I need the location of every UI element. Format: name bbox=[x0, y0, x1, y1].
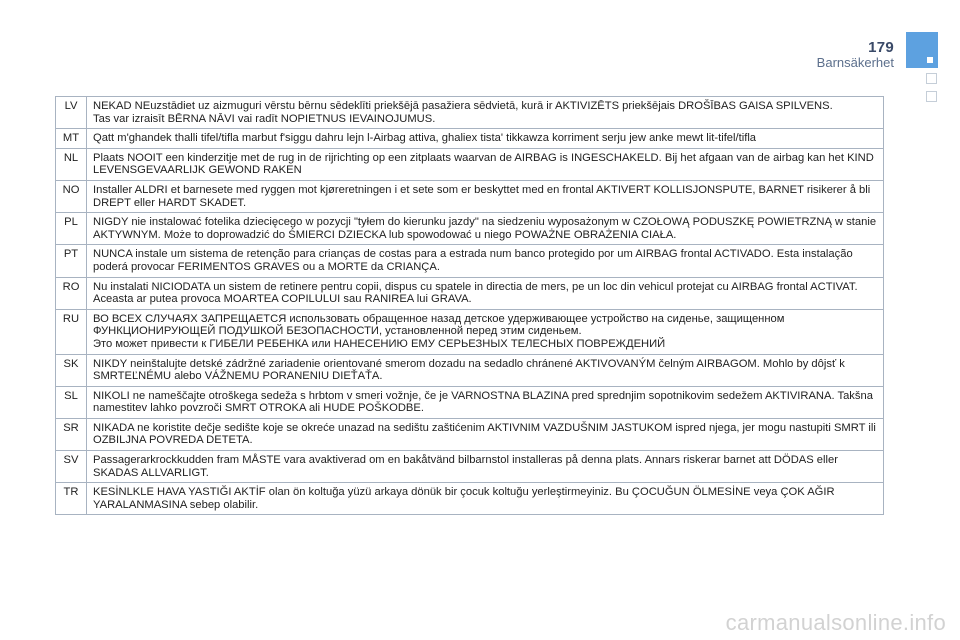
table-row bbox=[56, 97, 884, 129]
warning-text: Qatt m'ghandek thalli tifel/tifla marbut f'siggu dahru lejn l-Airbag attiva, ghaliex tista' tikkawza korriment serju jew anke mewt lit-tifel/tifla bbox=[87, 129, 884, 149]
watermark: carmanualsonline.info bbox=[725, 610, 946, 635]
warning-text: Passagerarkrockkudden fram MÅSTE vara avaktiverad om en bakåtvänd bilbarnstol installeras på denna plats. Annars riskerar barnet att DÖDAS eller SKADAS ALLVARLIGT. bbox=[87, 451, 884, 483]
table-row bbox=[56, 277, 884, 309]
language-code: NO bbox=[56, 180, 87, 212]
table-row bbox=[56, 386, 884, 418]
language-code: RU bbox=[56, 309, 87, 354]
tab-box-1 bbox=[926, 73, 937, 84]
language-code: SR bbox=[56, 418, 87, 450]
table-row bbox=[56, 213, 884, 245]
language-code: SV bbox=[56, 451, 87, 483]
table-row bbox=[56, 483, 884, 515]
section-title: Barnsäkerhet bbox=[816, 55, 894, 70]
table-row bbox=[56, 180, 884, 212]
table-row bbox=[56, 309, 884, 354]
table-row bbox=[56, 354, 884, 386]
warning-text: KESİNLKLE HAVA YASTIĞI AKTİF olan ön koltuğa yüzü arkaya dönük bir çocuk koltuğu yerleştirmeyiniz. Bu ÇOCUĞUN ÖLMESİNE veya ÇOK AĞIR YARALANMASINA sebep olabilir. bbox=[87, 483, 884, 515]
language-code: LV bbox=[56, 97, 87, 129]
warning-text: NUNCA instale um sistema de retenção para crianças de costas para a estrada num banco protegido por um AIRBAG frontal ACTIVADO. Esta instalação poderá provocar FERIMENTOS GRAVES ou a MORTE da CRIANÇA. bbox=[87, 245, 884, 277]
language-code: TR bbox=[56, 483, 87, 515]
language-code: SL bbox=[56, 386, 87, 418]
warning-text: NIGDY nie instalować fotelika dziecięcego w pozycji "tyłem do kierunku jazdy" na siedzeniu wyposażonym w CZOŁOWĄ PODUSZKĘ POWIETRZNĄ w stanie AKTYWNYM. Może to doprowadzić do ŚMIERCI DZIECKA lub spowodować u niego POWAŻNE OBRAŻENIA CIAŁA. bbox=[87, 213, 884, 245]
tab-marker bbox=[927, 57, 933, 63]
warning-text: ВО ВСЕХ СЛУЧАЯХ ЗАПРЕЩАЕТСЯ использовать обращенное назад детское удерживающее устройство на сиденье, защищенном ФУНКЦИОНИРУЮЩЕЙ ПОДУШКОЙ БЕЗОПАСНОСТИ, установленной перед этим сиденьем. Это может привести к ГИБЕЛИ РЕБЕНКА или НАНЕСЕНИЮ ЕМУ СЕРЬЕЗНЫХ ТЕЛЕСНЫХ ПОВРЕЖДЕНИЙ bbox=[87, 309, 884, 354]
section-tab bbox=[906, 32, 938, 68]
language-code: PT bbox=[56, 245, 87, 277]
table-row bbox=[56, 418, 884, 450]
table-row bbox=[56, 148, 884, 180]
table-row bbox=[56, 129, 884, 149]
warning-text: Plaats NOOIT een kinderzitje met de rug in de rijrichting op een zitplaats waarvan de AIRBAG is INGESCHAKELD. Bij het afgaan van de airbag kan het KIND LEVENSGEVAARLIJK GEWOND RAKEN bbox=[87, 148, 884, 180]
tab-box-2 bbox=[926, 91, 937, 102]
warning-text: Nu instalati NICIODATA un sistem de retinere pentru copii, dispus cu spatele in directia de mers, pe un loc din vehicul protejat cu AIRBAG frontal ACTIVAT. Aceasta ar putea provoca MOARTEA COPILULUI sau RANIREA lui GRAVA. bbox=[87, 277, 884, 309]
language-code: NL bbox=[56, 148, 87, 180]
language-code: SK bbox=[56, 354, 87, 386]
warning-text: NIKDY neinštalujte detské zádržné zariadenie orientované smerom dozadu na sedadlo chránené AKTIVOVANÝM čelným AIRBAGOM. Mohlo by dôjsť k SMRTEĽNÉMU alebo VÁŽNEMU PORANENIU DIEŤAŤA. bbox=[87, 354, 884, 386]
language-code: RO bbox=[56, 277, 87, 309]
warning-text: NEKAD NEuzstādiet uz aizmuguri vērstu bērnu sēdeklīti priekšējā pasažiera sēdvietā, kurā ir AKTIVIZĒTS priekšējais DROŠĪBAS GAISA SPILVENS. Tas var izraisīt BĒRNA NĀVI vai radīt NOPIETNUS IEVAINOJUMUS. bbox=[87, 97, 884, 129]
page-number: 179 bbox=[868, 39, 894, 56]
airbag-warning-table bbox=[55, 96, 884, 515]
table-row bbox=[56, 245, 884, 277]
language-code: PL bbox=[56, 213, 87, 245]
warning-text: Installer ALDRI et barnesete med ryggen mot kjøreretningen i et sete som er beskyttet med en frontal AKTIVERT KOLLISJONSPUTE, BARNET risikerer å bli DREPT eller HARDT SKADET. bbox=[87, 180, 884, 212]
warning-text: NIKOLI ne nameščajte otroškega sedeža s hrbtom v smeri vožnje, če je VARNOSTNA BLAZINA pred sprednjim sopotnikovim sedežem AKTIVIRANA. Takšna namestitev lahko povzroči SMRT OTROKA ali HUDE POŠKODBE. bbox=[87, 386, 884, 418]
language-code: MT bbox=[56, 129, 87, 149]
table-row bbox=[56, 451, 884, 483]
warning-text: NIKADA ne koristite dečje sedište koje se okreće unazad na sedištu zaštićenim AKTIVNIM VAZDUŠNIM JASTUKOM ispred njega, jer mogu nastupiti SMRT ili OZBILJNA POVREDA DETETA. bbox=[87, 418, 884, 450]
